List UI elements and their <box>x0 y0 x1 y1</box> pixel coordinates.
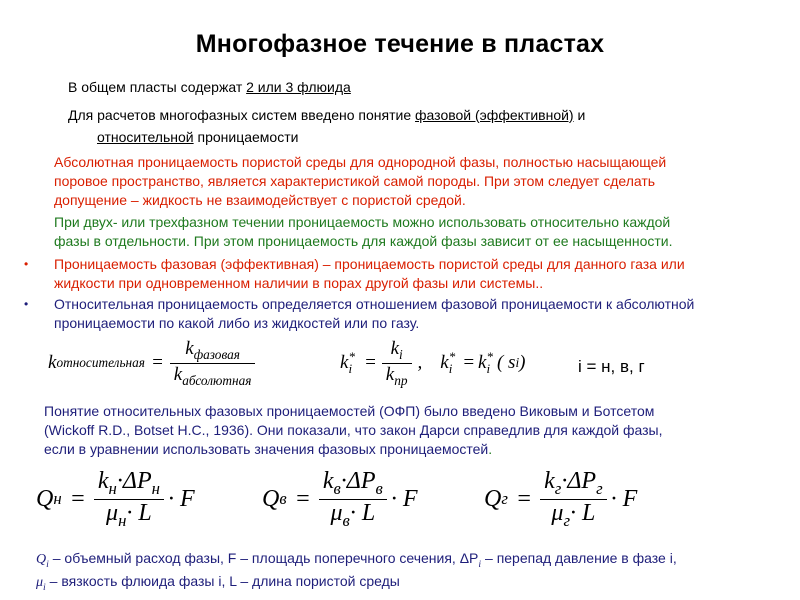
intro-line-2: Для расчетов многофазных систем введено понятие фазовой (эффективной) и <box>68 107 586 123</box>
multiphase-paragraph: При двух- или трехфазном течении проницаемость можно использовать относительно каждой фазы в отдельности. При этом проницаемость для каждой фазы зависит от ее насыщенности. <box>54 214 673 249</box>
legend-line-1: $Q_i$ – объемный расход фазы, F – площадь поперечного сечения, $\Delta P_i$ – перепад давление в фазе i, <box>36 550 677 570</box>
intro-line-1: В общем пласты содержат 2 или 3 флюида <box>68 79 351 95</box>
formula-flow-water: Q в = $\frac{k_в\cdot\Delta P_в}{\mu_в\cdot L}$ · F <box>262 467 418 530</box>
formula-flow-oil: Q н = $\frac{k_н\cdot\Delta P_н}{\mu_н\cdot L}$ · F <box>36 467 195 530</box>
bullet-marker: • <box>24 257 29 271</box>
bullet-marker: • <box>24 297 29 311</box>
formula-ki-star: k * i = $\frac{k_i}{k_{пр}}$ , k * i = k * i ( s i ) <box>340 337 526 388</box>
legend-line-2: $\mu_i$ – вязкость флюида фазы i, L – длина пористой среды <box>36 573 400 593</box>
ofp-paragraph: Понятие относительных фазовых проницаемостей (ОФП) было введено Виковым и Ботсетом (Wickoff R.D., Botset H.C., 1936). Они показали, что закон Дарси справедлив для каждой фазы, если в уравнении использовать значения фазовых проницаемостей. <box>44 403 663 457</box>
absolute-permeability-paragraph: Абсолютная проницаемость пористой среды для однородной фазы, полностью насыщающей поровое пространство, является характеристикой самой породы. При этом следует сделать допущение – жидкость не взаимодействует с пористой средой. <box>54 154 667 208</box>
phase-index-label: i = н, в, г <box>578 357 645 376</box>
formula-flow-gas: Q г = $\frac{k_г\cdot\Delta P_г}{\mu_г\cdot L}$ · F <box>484 467 638 530</box>
bullet-phase-permeability: • Проницаемость фазовая (эффективная) – проницаемость пористой среды для данного газа или жидкости при одновременном наличии в порах другой фазы или системы.. <box>24 256 685 291</box>
formula-relative-permeability: k относительная = $\frac{k_{фазовая}}{k_{абсолютная}}$ <box>48 333 255 393</box>
intro-line-3: относительной проницаемости <box>97 129 299 145</box>
ki-fraction: $\frac{k_i}{k_{пр}}$ <box>382 338 412 389</box>
page-title: Многофазное течение в пластах <box>195 30 605 58</box>
relative-fraction: $\frac{k_{фазовая}}{k_{абсолютная}}$ <box>170 338 256 389</box>
intro-underline-phase: фазовой (эффективной) <box>415 107 574 123</box>
bullet-relative-permeability: • Относительная проницаемость определяется отношением фазовой проницаемости к абсолютной проницаемости по какой либо из жидкостей или по газу. <box>24 296 695 331</box>
intro-underline-relative: относительной <box>97 129 194 145</box>
intro-underline-fluids: 2 или 3 флюида <box>246 79 351 95</box>
